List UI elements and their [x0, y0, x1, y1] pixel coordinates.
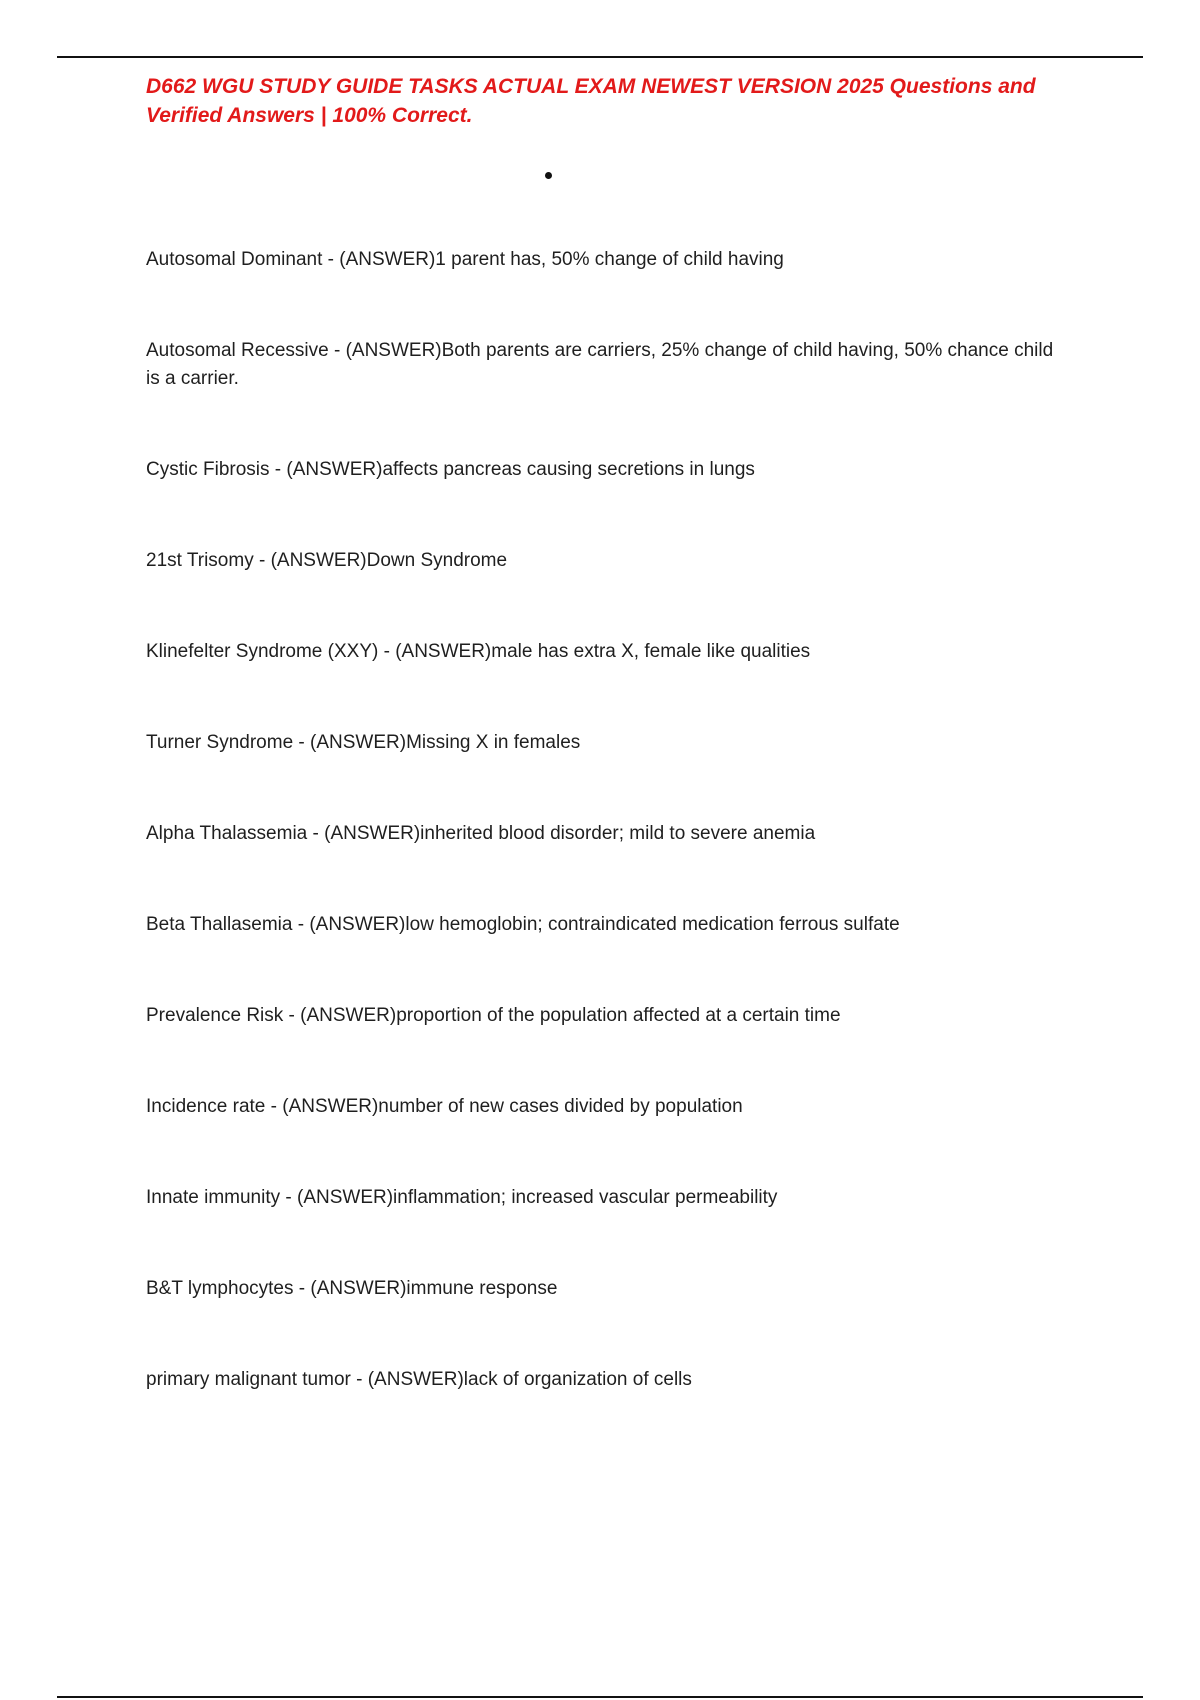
qa-item: Klinefelter Syndrome (XXY) - (ANSWER)male has extra X, female like qualities	[146, 641, 811, 662]
bullet-dot	[545, 172, 552, 179]
document-title: D662 WGU STUDY GUIDE TASKS ACTUAL EXAM NEWEST VERSION 2025 Questions and Verified Answers | 100% Correct.	[146, 75, 1036, 127]
qa-item: Prevalence Risk - (ANSWER)proportion of the population affected at a certain time	[146, 1005, 841, 1026]
qa-item: B&T lymphocytes - (ANSWER)immune response	[146, 1278, 558, 1299]
qa-item: Autosomal Recessive - (ANSWER)Both parents are carriers, 25% change of child having, 50% chance child is a carrier.	[146, 340, 1054, 389]
qa-item: Cystic Fibrosis - (ANSWER)affects pancreas causing secretions in lungs	[146, 459, 755, 480]
qa-item: Autosomal Dominant - (ANSWER)1 parent has, 50% change of child having	[146, 249, 784, 270]
qa-item: primary malignant tumor - (ANSWER)lack of organization of cells	[146, 1369, 692, 1390]
qa-item: Alpha Thalassemia - (ANSWER)inherited blood disorder; mild to severe anemia	[146, 823, 816, 844]
qa-item: Innate immunity - (ANSWER)inflammation; increased vascular permeability	[146, 1187, 778, 1208]
qa-item: Turner Syndrome - (ANSWER)Missing X in females	[146, 732, 581, 753]
qa-item: Beta Thallasemia - (ANSWER)low hemoglobin; contraindicated medication ferrous sulfate	[146, 914, 900, 935]
qa-item: Incidence rate - (ANSWER)number of new cases divided by population	[146, 1096, 743, 1117]
qa-item: 21st Trisomy - (ANSWER)Down Syndrome	[146, 550, 508, 571]
top-divider	[57, 56, 1143, 58]
bottom-divider	[57, 1696, 1143, 1698]
